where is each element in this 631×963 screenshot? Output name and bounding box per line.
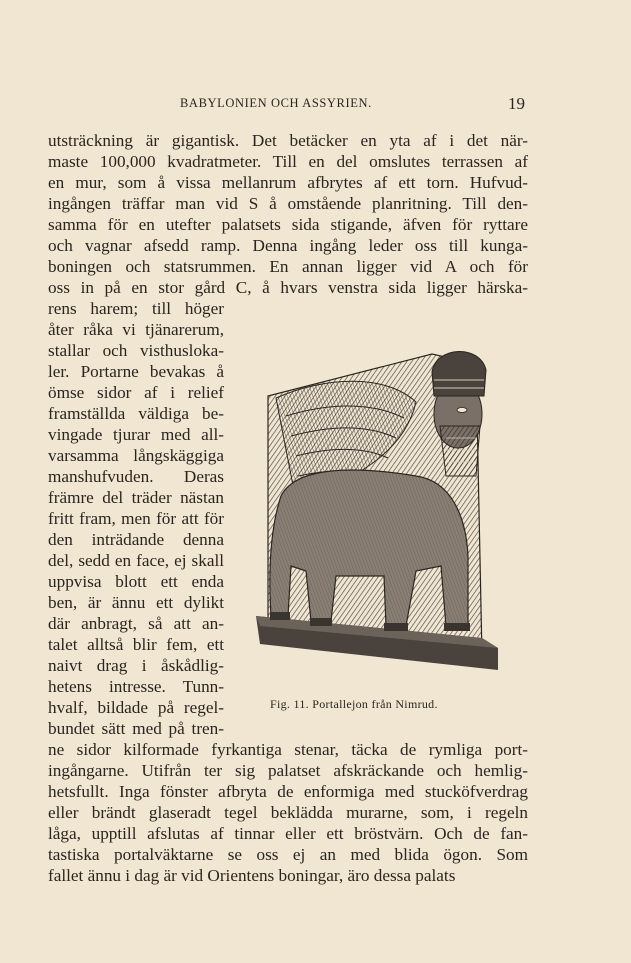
body-line: ler. Portarne bevakas å (48, 362, 224, 381)
body-line: eller brändt glaseradt tegel beklädda murarne, som, i regeln (48, 803, 528, 822)
body-line: uppvisa blott ett enda (48, 572, 224, 591)
body-line: åter råka vi tjänarerum, (48, 320, 224, 339)
body-line: talet alltså blir fem, ett (48, 635, 224, 654)
body-line: framställda väldiga be- (48, 404, 224, 423)
page-number: 19 (508, 94, 525, 113)
body-line: ömse sidor af i relief (48, 383, 224, 402)
lamassu-engraving (236, 326, 502, 670)
body-line: den inträdande denna (48, 530, 224, 549)
figure-caption: Fig. 11. Portallejon från Nimrud. (270, 697, 438, 711)
body-line: fritt fram, men för att för (48, 509, 224, 528)
body-line: tastiska portalväktarne se oss ej an med blida ögon. Som (48, 845, 528, 864)
body-line: vingade tjurar med all- (48, 425, 224, 444)
body-line: stallar och visthusloka- (48, 341, 224, 360)
body-line: en mur, som å vissa mellanrum afbrytes af ett torn. Hufvud- (48, 173, 528, 192)
body-line: ingången träffar man vid S å omstående planritning. Till den- (48, 194, 528, 213)
body-line: oss in på en stor gård C, å hvars venstra sida ligger härska- (48, 278, 528, 297)
page-header (0, 96, 631, 120)
body-line: och vagnar afsedd ramp. Denna ingång leder oss till kunga- (48, 236, 528, 255)
body-line: rens harem; till höger (48, 299, 224, 318)
body-line: varsamma långskäggiga (48, 446, 224, 465)
body-line: främre del träder nästan (48, 488, 224, 507)
body-line: ingångarne. Utifrån ter sig palatset afskräckande och hemlig- (48, 761, 528, 780)
body-line: manshufvuden. Deras (48, 467, 224, 486)
running-head: BABYLONIEN OCH ASSYRIEN. (180, 96, 372, 110)
body-line: bundet sätt med på tren- (48, 719, 224, 738)
body-line: utsträckning är gigantisk. Det betäcker en yta af i det när- (48, 131, 528, 150)
body-line: samma för en utefter palatsets sida stigande, äfven för ryttare (48, 215, 528, 234)
body-line: låga, upptill afslutas af tinnar eller ett bröstvärn. Och de fan- (48, 824, 528, 843)
body-line: hvalf, bildade på regel- (48, 698, 224, 717)
body-line: där anbragt, så att an- (48, 614, 224, 633)
body-line: fallet ännu i dag är vid Orientens boningar, äro dessa palats (48, 866, 456, 885)
body-line: maste 100,000 kvadratmeter. Till en del omslutes terrassen af (48, 152, 528, 171)
body-line: hetens intresse. Tunn- (48, 677, 224, 696)
body-line: naivt drag i åskådlig- (48, 656, 224, 675)
body-line: hetsfullt. Inga fönster afbryta de enformiga med stucköfverdrag (48, 782, 528, 801)
body-line: ne sidor kilformade fyrkantiga stenar, täcka de rymliga port- (48, 740, 528, 759)
body-line: ben, är ännu ett dylikt (48, 593, 224, 612)
body-line: boningen och statsrummen. En annan ligger vid A och för (48, 257, 528, 276)
body-line: del, sedd en face, ej skall (48, 551, 224, 570)
lamassu-illustration (236, 326, 502, 670)
